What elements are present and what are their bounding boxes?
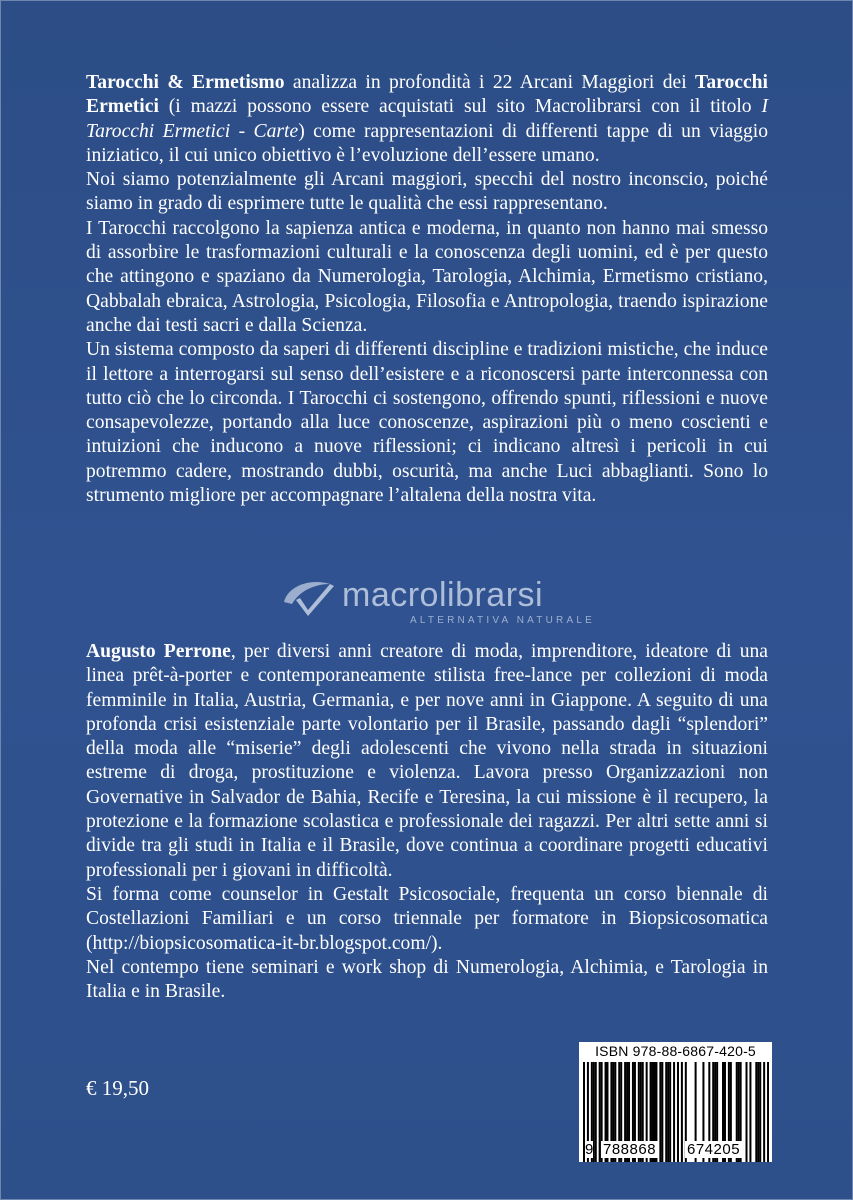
deck-name-bold: Tarocchi Ermetici: [86, 72, 768, 118]
bio-text: , per diversi anni creatore di moda, imprenditore, ideatore di una linea prêt-à-porter e contemporaneamente stilista free-lance per collezioni di moda femminile in Italia, Austria, Germania, e per nove anni in Giappone. A seguito di una profonda crisi esistenziale parte volontario per il Brasile, passando dagli “splendori” della moda alle “miserie” degli adolescenti che vivono nella strada in situazioni estreme di droga, prostituzione e violenza. Lavora presso Organizzazioni non Governative in Salvador de Bahia, Recife e Teresina, la cui missione è il recupero, la protezione e la formazione scolastica e professionale dei ragazzi. Per altri sette anni si divide tra gli studi in Italia e il Brasile, dove continua a coordinare progetti educativi professionali per i giovani in difficoltà.: [86, 641, 768, 881]
barcode-digits-left: 788868: [603, 1141, 657, 1158]
checkmark-swoosh-icon: [280, 578, 338, 624]
isbn-label: ISBN 978-88-6867-420-5: [595, 1043, 756, 1059]
publisher-logo: [280, 576, 610, 628]
author-biography: [86, 640, 768, 1004]
book-title-bold: Tarocchi & Ermetismo: [86, 72, 285, 93]
bio-paragraph-1: [86, 640, 768, 883]
description-paragraph-3: I Tarocchi raccolgono la sapienza antica e moderna, in quanto non hanno mai smesso di assorbire le trasformazioni culturali e la conoscenza degli uomini, ed è per questo che attingono e spaziano da Numerologia, Tarologia, Alchimia, Ermetismo cristiano, Qabbalah ebraica, Astrologia, Psicologia, Filosofia e Antropologia, traendo ispirazione anche dai testi sacri e dalla Scienza.: [86, 217, 768, 336]
deck-product-title: I Tarocchi Ermetici - Carte: [86, 96, 768, 142]
barcode-digits: [579, 1141, 772, 1162]
logo-wordmark: macrolibrarsi: [342, 576, 544, 614]
bio-paragraph-3: Nel contempo tiene seminari e work shop di Numerologia, Alchimia, e Tarologia in Italia e in Brasile.: [86, 956, 768, 1003]
barcode-digit-first: 9: [585, 1141, 594, 1158]
price-label: € 19,50: [86, 1076, 149, 1100]
description-paragraph-2: Noi siamo potenzialmente gli Arcani maggiori, specchi del nostro inconscio, poiché siamo in grado di esprimere tutte le qualità che essi rappresentano.: [86, 169, 768, 215]
barcode-digits-right: 674205: [687, 1141, 741, 1158]
description-text: (i mazzi possono essere acquistati sul sito Macrolibrarsi con il titolo: [158, 96, 762, 118]
bio-paragraph-2: Si forma come counselor in Gestalt Psicosociale, frequenta un corso biennale di Costellazioni Familiari e un corso triennale per formatore in Biopsicosomatica (http://biopsicosomatica-it-br.blogspot.com/).: [86, 883, 768, 954]
logo-tagline: ALTERNATIVA NATURALE: [410, 615, 595, 626]
author-name: Augusto Perrone: [86, 641, 231, 662]
description-paragraph-1: [86, 71, 768, 168]
description-text: analizza in profondità i 22 Arcani Maggiori dei: [284, 72, 696, 93]
isbn-barcode: [579, 1042, 772, 1162]
description-text: ) come rappresentazioni di differenti tappe di un viaggio iniziatico, il cui unico obiettivo è l’evoluzione dell’essere umano.: [86, 120, 768, 166]
book-description: [86, 71, 768, 508]
description-paragraph-4: Un sistema composto da saperi di differenti discipline e tradizioni mistiche, che induce il lettore a interrogarsi sul senso dell’esistere e a riconoscersi parte interconnessa con tutto ciò che lo circonda. I Tarocchi ci sostengono, offrendo spunti, riflessioni e nuove consapevolezze, portando alla luce conoscenze, aspirazioni più o meno coscienti e intuizioni che inducono a nuove riflessioni; ci indicano altresì i pericoli in cui potremmo cadere, mostrando dubbi, oscurità, ma anche Luci abbaglianti. Sono lo strumento migliore per accompagnare l’altalena della nostra vita.: [86, 339, 768, 507]
